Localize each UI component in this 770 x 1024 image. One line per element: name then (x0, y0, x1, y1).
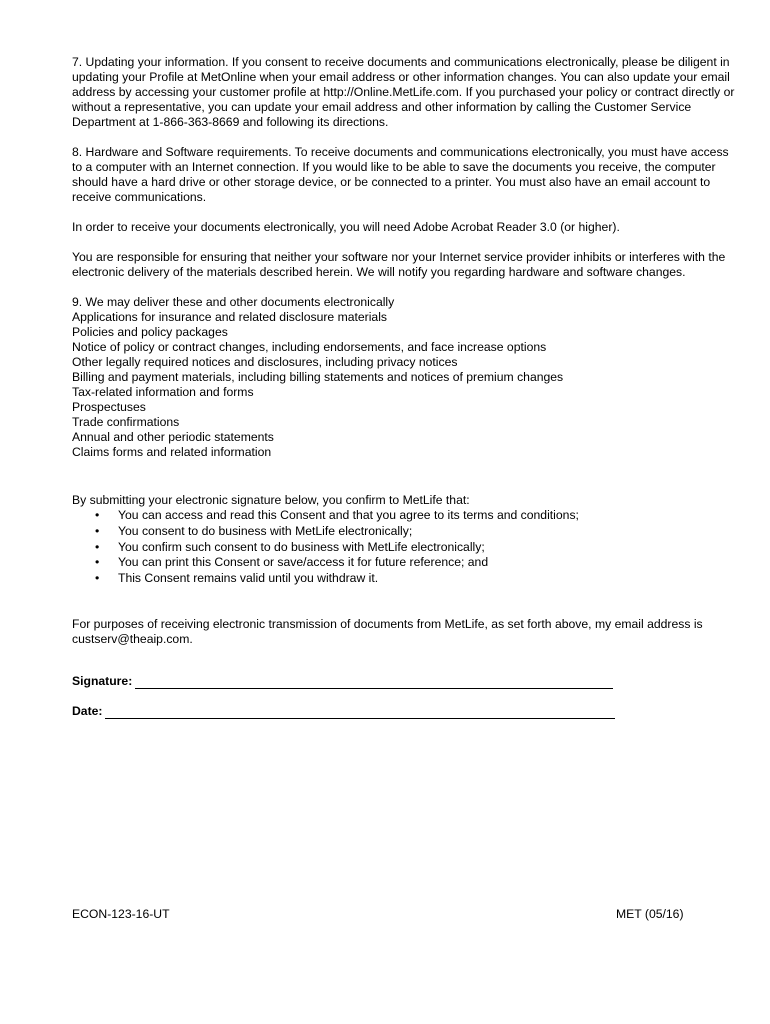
bullet-icon: • (95, 555, 100, 570)
confirmation-intro: By submitting your electronic signature below, you confirm to MetLife that: (72, 493, 470, 507)
list-item: Annual and other periodic statements (72, 430, 274, 444)
signature-field[interactable] (135, 675, 613, 689)
bullet-item (72, 508, 742, 524)
responsibility-paragraph: You are responsible for ensuring that neither your software nor your Internet service provider inhibits or interferes with the electronic delivery of the materials described herein. We will notify you regarding hardware and software changes. (72, 250, 726, 279)
bullet-text: You confirm such consent to do business with MetLife electronically; (118, 539, 485, 554)
section-9-list (72, 295, 742, 460)
section-9-heading: 9. We may deliver these and other documents electronically (72, 295, 395, 309)
footer-edition: MET (05/16) (616, 907, 684, 921)
list-item: Billing and payment materials, including billing statements and notices of premium changes (72, 370, 564, 384)
confirmation-bullets (72, 508, 742, 587)
footer-form-code: ECON-123-16-UT (72, 907, 170, 921)
list-item: Applications for insurance and related disclosure materials (72, 310, 388, 324)
list-item: Trade confirmations (72, 415, 180, 429)
list-item: Tax-related information and forms (72, 385, 254, 399)
signature-row (72, 674, 742, 689)
email-statement: For purposes of receiving electronic transmission of documents from MetLife, as set forth above, my email address is custserv@theaip.com. (72, 616, 703, 646)
date-label: Date: (72, 703, 103, 718)
list-item: Notice of policy or contract changes, including endorsements, and face increase options (72, 340, 547, 354)
acrobat-requirement: In order to receive your documents electronically, you will need Adobe Acrobat Reader 3.0 (or higher). (72, 220, 620, 234)
bullet-text: You can print this Consent or save/access it for future reference; and (118, 555, 489, 570)
section-8-paragraph: 8. Hardware and Software requirements. To receive documents and communications electronically, you must have access to a computer with an Internet connection. If you would like to be able to save the documents you receive, the computer should have a hard drive or other storage device, or be connected to a printer. You must also have an email account to receive communications. (72, 145, 729, 204)
date-field[interactable] (105, 705, 615, 719)
bullet-icon: • (95, 571, 100, 586)
signature-label: Signature: (72, 673, 133, 688)
bullet-text: This Consent remains valid until you withdraw it. (118, 571, 379, 586)
bullet-text: You can access and read this Consent and that you agree to its terms and conditions; (118, 508, 579, 522)
bullet-icon: • (95, 523, 100, 538)
list-item: Policies and policy packages (72, 325, 228, 339)
bullet-item (72, 540, 742, 556)
bullet-item (72, 571, 742, 587)
list-item: Claims forms and related information (72, 445, 272, 459)
date-row (72, 704, 742, 719)
bullet-item (72, 524, 742, 540)
bullet-icon: • (95, 508, 100, 522)
section-7-paragraph: 7. Updating your information. If you consent to receive documents and communications electronically, please be diligent in updating your Profile at MetOnline when your email address or other information changes. You can also update your email address by accessing your customer profile at http://Online.MetLife.com. If you purchased your policy or contract directly or without a representative, you can update your email address and other information by calling the Customer Service Department at 1-866-363-8669 and following its directions. (72, 55, 735, 129)
bullet-icon: • (95, 539, 100, 554)
bullet-text: You consent to do business with MetLife electronically; (118, 523, 413, 538)
document-body (72, 55, 742, 719)
bullet-item (72, 555, 742, 571)
list-item: Prospectuses (72, 400, 146, 414)
list-item: Other legally required notices and disclosures, including privacy notices (72, 355, 458, 369)
